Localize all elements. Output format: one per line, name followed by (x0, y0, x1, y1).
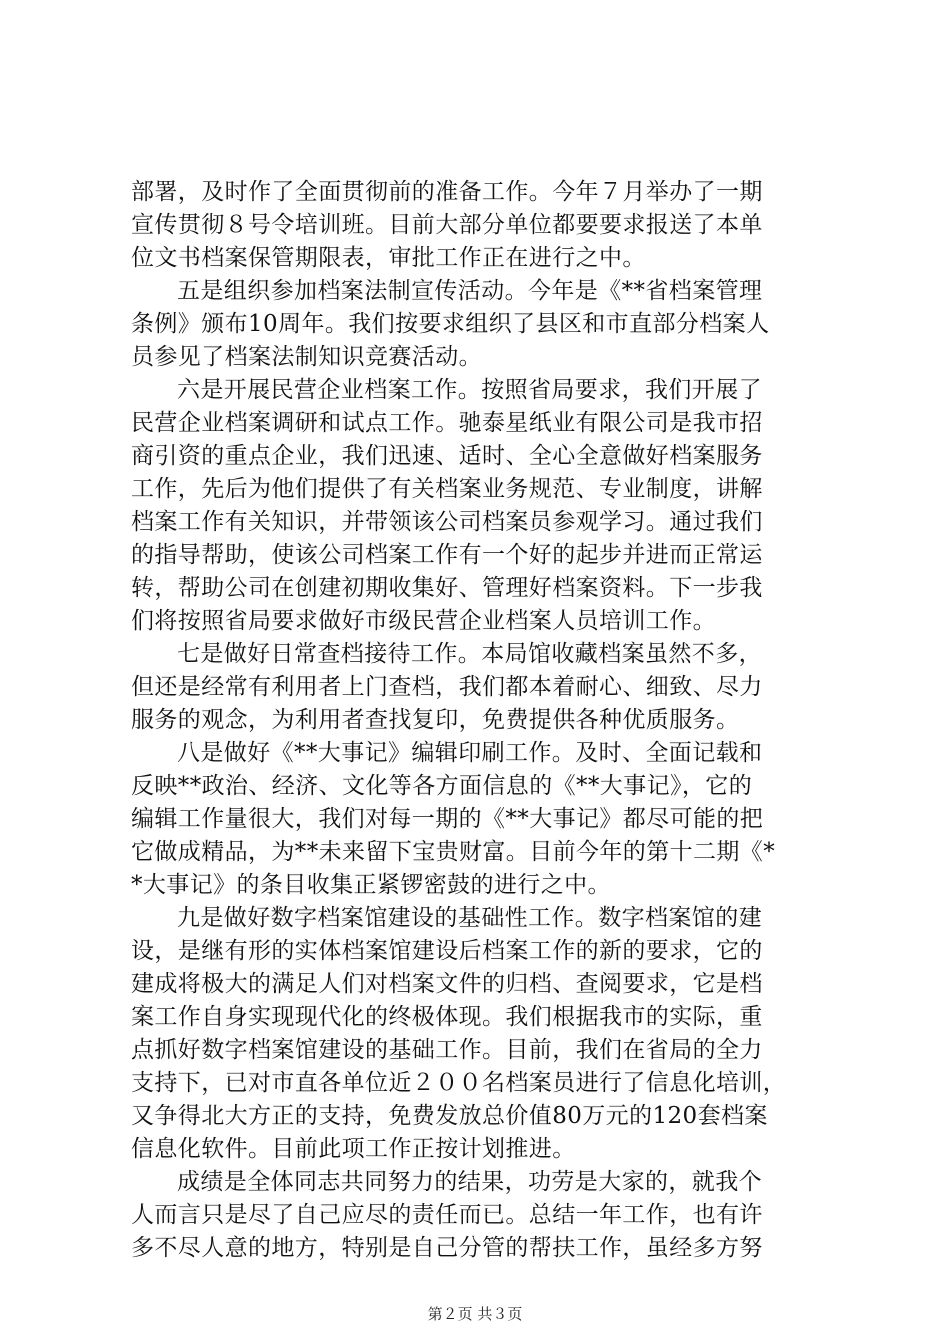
text-line: 又争得北大方正的支持，免费发放总价值80万元的120套档案 (131, 1103, 768, 1129)
page-footer: 第２页 共３页 (427, 1305, 523, 1323)
text-line: 人而言只是尽了自己应尽的责任而已。总结一年工作，也有许 (131, 1202, 763, 1228)
text-line: 九是做好数字档案馆建设的基础性工作。数字档案馆的建 (177, 905, 762, 931)
text-line: 服务的观念，为利用者查找复印，免费提供各种优质服务。 (131, 707, 740, 733)
text-line: 编辑工作量很大，我们对每一期的《**大事记》都尽可能的把 (131, 806, 764, 832)
text-line: 设，是继有形的实体档案馆建设后档案工作的新的要求，它的 (131, 938, 763, 964)
text-line: 点抓好数字档案馆建设的基础工作。目前，我们在省局的全力 (131, 1037, 763, 1063)
text-line: 六是开展民营企业档案工作。按照省局要求，我们开展了 (177, 377, 762, 403)
text-line: 多不尽人意的地方，特别是自己分管的帮扶工作，虽经多方努 (131, 1235, 763, 1261)
text-line: 八是做好《**大事记》编辑印刷工作。及时、全面记载和 (177, 740, 763, 766)
text-line: 成绩是全体同志共同努力的结果，功劳是大家的，就我个 (177, 1169, 762, 1195)
text-line: 但还是经常有利用者上门查档，我们都本着耐心、细致、尽力 (131, 674, 763, 700)
text-line: 信息化软件。目前此项工作正按计划推进。 (131, 1136, 576, 1162)
text-line: 七是做好日常查档接待工作。本局馆收藏档案虽然不多， (177, 641, 762, 667)
text-line: 的指导帮助，使该公司档案工作有一个好的起步并进而正常运 (131, 542, 763, 568)
text-line: 宣传贯彻８号令培训班。目前大部分单位都要要求报送了本单 (131, 212, 763, 238)
text-line: 建成将极大的满足人们对档案文件的归档、查阅要求，它是档 (131, 971, 763, 997)
text-line: 员参见了档案法制知识竞赛活动。 (131, 344, 482, 370)
text-line: 反映**政治、经济、文化等各方面信息的《**大事记》，它的 (131, 773, 753, 799)
text-line: *大事记》的条目收集正紧锣密鼓的进行之中。 (131, 872, 611, 898)
text-line: 商引资的重点企业，我们迅速、适时、全心全意做好档案服务 (131, 443, 763, 469)
text-line: 支持下，已对市直各单位近２００名档案员进行了信息化培训， (131, 1070, 787, 1096)
text-line: 转，帮助公司在创建初期收集好、管理好档案资料。下一步我 (131, 575, 763, 601)
text-line: 条例》颁布10周年。我们按要求组织了县区和市直部分档案人 (131, 311, 770, 337)
text-line: 它做成精品，为**未来留下宝贵财富。目前今年的第十二期《* (131, 839, 776, 865)
text-line: 档案工作有关知识，并带领该公司档案员参观学习。通过我们 (131, 509, 763, 535)
text-line: 工作，先后为他们提供了有关档案业务规范、专业制度，讲解 (131, 476, 763, 502)
text-line: 案工作自身实现现代化的终极体现。我们根据我市的实际，重 (131, 1004, 763, 1030)
document-body (131, 176, 831, 1265)
text-line: 民营企业档案调研和试点工作。驰泰星纸业有限公司是我市招 (131, 410, 763, 436)
text-line: 部署，及时作了全面贯彻前的准备工作。今年７月举办了一期 (131, 179, 763, 205)
text-line: 们将按照省局要求做好市级民营企业档案人员培训工作。 (131, 608, 716, 634)
text-line: 位文书档案保管期限表，审批工作正在进行之中。 (131, 245, 646, 271)
text-line: 五是组织参加档案法制宣传活动。今年是《**省档案管理 (177, 278, 763, 304)
